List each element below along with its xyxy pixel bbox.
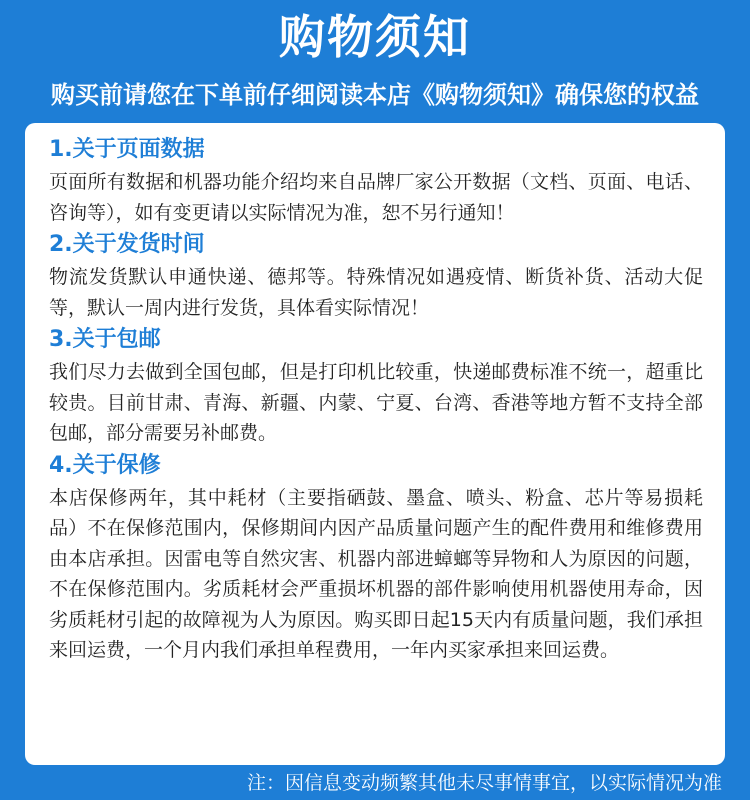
section-body: 物流发货默认申通快递、德邦等。特殊情况如遇疫情、断货补货、活动大促等，默认一周内进行发货，具体看实际情况！ [49, 266, 703, 319]
section-title: 3.关于包邮 [49, 327, 161, 352]
page-subtitle: 购买前请您在下单前仔细阅读本店《购物须知》确保您的权益 [51, 81, 699, 109]
page-title: 购物须知 [279, 10, 471, 64]
section-shipping-time [49, 228, 703, 323]
section-page-data [49, 133, 703, 228]
section-warranty [49, 449, 703, 666]
section-title: 2.关于发货时间 [49, 232, 205, 257]
section-free-shipping [49, 323, 703, 449]
footer-note: 注：因信息变动频繁其他未尽事情事宜，以实际情况为准 [246, 772, 722, 794]
section-title: 1.关于页面数据 [49, 137, 205, 162]
notice-card [25, 123, 725, 765]
section-body: 页面所有数据和机器功能介绍均来自品牌厂家公开数据（文档、页面、电话、咨询等），如有变更请以实际情况为准，恕不另行通知！ [49, 171, 703, 224]
section-title: 4.关于保修 [49, 452, 161, 478]
section-body: 我们尽力去做到全国包邮，但是打印机比较重，快递邮费标准不统一，超重比较贵。目前甘肃、青海、新疆、内蒙、宁夏、台湾、香港等地方暂不支持全部包邮，部分需要另补邮费。 [49, 361, 703, 444]
section-body: 本店保修两年，其中耗材（主要指硒鼓、墨盒、喷头、粉盒、芯片等易损耗品）不在保修范围内，保修期间内因产品质量问题产生的配件费用和维修费用由本店承担。因雷电等自然灾害、机器内部进蟑螂等异物和人为原因的问题，不在保修范围内。劣质耗材会严重损坏机器的部件影响使用机器使用寿命，因劣质耗材引起的故障视为人为原因。购买即日起15天内有质量问题，我们承担来回运费，一个月内我们承担单程费用，一年内买家承担来回运费。 [49, 486, 703, 661]
